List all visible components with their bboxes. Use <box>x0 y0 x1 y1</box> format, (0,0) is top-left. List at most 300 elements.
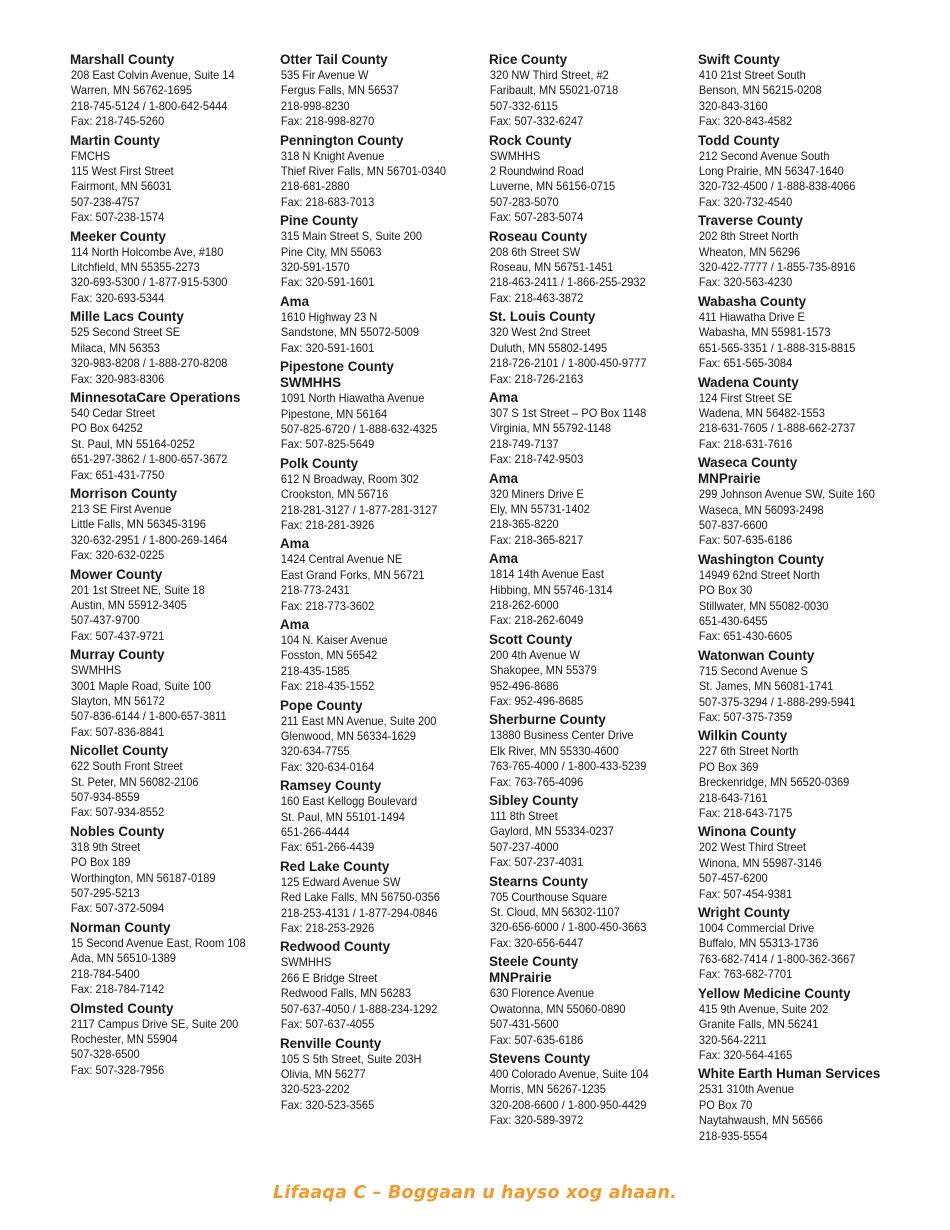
office-name: Redwood County <box>280 939 391 955</box>
office-detail-line: 299 Johnson Avenue SW, Suite 160 <box>698 487 875 502</box>
office-detail-line: 320-591-1570 <box>280 260 350 275</box>
office-detail-line: Fax: 763-682-7701 <box>698 967 793 982</box>
office-entry <box>70 743 275 821</box>
office-entry <box>489 874 694 952</box>
office-detail-line: 540 Cedar Street <box>70 405 155 420</box>
office-name: Wabasha County <box>698 293 807 309</box>
office-detail-line: Fax: 218-742-9503 <box>489 452 584 467</box>
office-name: Olmsted County <box>70 1000 174 1016</box>
office-detail-line: 507-295-5213 <box>70 886 140 901</box>
office-name: Stearns County <box>489 873 588 889</box>
office-detail-line: 218-463-2411 / 1-866-255-2932 <box>489 275 646 290</box>
office-detail-line: Fax: 320-732-4540 <box>698 194 793 209</box>
office-name: Pipestone County <box>280 359 394 375</box>
office-detail-line: 320-732-4500 / 1-888-838-4066 <box>698 179 856 194</box>
office-detail-line: Slayton, MN 56172 <box>70 694 165 708</box>
office-detail-line: 507-437-9700 <box>70 613 140 628</box>
office-detail-line: Fax: 320-843-4582 <box>698 114 793 129</box>
directory-column-1 <box>70 52 275 1081</box>
office-entry <box>489 954 694 1048</box>
office-detail-line: 218-726-2101 / 1-800-450-9777 <box>489 356 647 371</box>
office-detail-line: 1814 14th Avenue East <box>489 567 604 582</box>
office-detail-line: 2531 310th Avenue <box>698 1082 794 1097</box>
office-detail-line: Little Falls, MN 56345-3196 <box>70 517 206 532</box>
office-detail-line: 507-332-6115 <box>489 98 558 113</box>
office-entry <box>698 905 903 983</box>
office-detail-line: Fax: 507-238-1574 <box>70 210 165 225</box>
office-entry <box>280 456 485 534</box>
office-detail-line: Fax: 507-283-5074 <box>489 210 584 225</box>
office-detail-line: 320-656-6000 / 1-800-450-3663 <box>489 920 647 935</box>
office-detail-line: Gaylord, MN 55334-0237 <box>489 824 614 839</box>
office-name: Rice County <box>489 52 568 67</box>
office-entry <box>280 939 485 1032</box>
office-detail-line: 715 Second Avenue S <box>698 663 808 678</box>
office-detail-line: Ely, MN 55731-1402 <box>489 501 590 516</box>
office-entry <box>70 309 275 387</box>
office-detail-line: Wabasha, MN 55981-1573 <box>698 325 831 340</box>
office-detail-line: Fax: 320-523-3565 <box>280 1097 375 1112</box>
office-entry <box>280 859 485 937</box>
office-detail-line: 705 Courthouse Square <box>489 889 608 904</box>
office-detail-line: Crookston, MN 56716 <box>280 487 389 502</box>
office-name: Nicollet County <box>70 743 169 759</box>
office-detail-line: Fax: 507-375-7359 <box>698 710 793 724</box>
office-detail-line: 13880 Business Center Drive <box>489 728 634 743</box>
office-detail-line: Redwood Falls, MN 56283 <box>280 986 412 1001</box>
office-detail-line: Winona, MN 55987-3146 <box>698 855 822 870</box>
office-detail-line: Fax: 218-463-3872 <box>489 290 584 305</box>
office-detail-line: Owatonna, MN 55060-0890 <box>489 1001 626 1016</box>
office-detail-line: Fax: 651-565-3084 <box>698 356 793 371</box>
office-entry <box>489 793 694 871</box>
office-entry <box>698 133 903 211</box>
office-detail-line: 307 S 1st Street – PO Box 1148 <box>489 405 647 420</box>
office-detail-line: Fax: 218-998-8270 <box>280 114 375 129</box>
office-name: Roseau County <box>489 228 588 244</box>
office-detail-line: 160 East Kellogg Boulevard <box>280 794 418 809</box>
office-entry <box>698 728 903 821</box>
office-detail-line: 218-365-8220 <box>489 517 559 532</box>
office-entry <box>280 536 485 614</box>
office-name: Watonwan County <box>698 647 815 663</box>
office-detail-line: Fosston, MN 56542 <box>280 648 378 663</box>
office-detail-line: 320-983-8208 / 1-888-270-8208 <box>70 356 228 371</box>
office-detail-line: 507-637-4050 / 1-888-234-1292 <box>280 1001 438 1016</box>
office-detail-line: 507-238-4757 <box>70 194 140 209</box>
office-name: Swift County <box>698 52 780 67</box>
office-entry <box>280 359 485 453</box>
office-detail-line: Fairmont, MN 56031 <box>70 179 172 194</box>
office-name: Ama <box>280 616 310 632</box>
office-detail-line: Fax: 218-745-5260 <box>70 114 165 129</box>
office-detail-line: 218-998-8230 <box>280 98 350 113</box>
office-entry <box>489 632 694 710</box>
office-detail-line: Fergus Falls, MN 56537 <box>280 83 399 98</box>
office-detail-line: Milaca, MN 56353 <box>70 340 160 355</box>
office-detail-line: Virginia, MN 55792-1148 <box>489 421 612 436</box>
office-entry <box>70 824 275 917</box>
office-detail-line: 320-523-2202 <box>280 1082 350 1097</box>
office-detail-line: 218-681-2880 <box>280 179 350 194</box>
office-detail-line: 104 N. Kaiser Avenue <box>280 632 388 647</box>
office-entry <box>489 229 694 307</box>
office-entry <box>489 52 694 130</box>
office-detail-line: Fax: 218-726-2163 <box>489 371 584 386</box>
office-entry <box>489 309 694 387</box>
office-detail-line: Wadena, MN 56482-1553 <box>698 405 825 420</box>
office-entry <box>70 133 275 226</box>
office-subname: MNPrairie <box>489 970 552 986</box>
office-name: Mower County <box>70 566 163 582</box>
office-detail-line: 320-843-3160 <box>698 98 768 113</box>
office-detail-line: 763-682-7414 / 1-800-362-3667 <box>698 951 856 966</box>
office-detail-line: 218-435-1585 <box>280 663 350 678</box>
office-detail-line: Thief River Falls, MN 56701-0340 <box>280 164 446 179</box>
office-detail-line: 2 Roundwind Road <box>489 164 584 179</box>
office-name: Renville County <box>280 1035 382 1051</box>
office-detail-line: Fax: 218-253-2926 <box>280 921 375 936</box>
office-detail-line: Sandstone, MN 55072-5009 <box>280 325 420 340</box>
office-entry <box>70 486 275 564</box>
office-detail-line: 1091 North Hiawatha Avenue <box>280 391 425 406</box>
office-entry <box>70 567 275 645</box>
office-detail-line: 208 6th Street SW <box>489 244 581 259</box>
office-entry <box>280 133 485 211</box>
office-name: MinnesotaCare Operations <box>70 389 241 405</box>
office-entry <box>698 648 903 726</box>
office-detail-line: SWMHHS <box>489 148 541 163</box>
office-detail-line: Fax: 507-825-5649 <box>280 437 375 452</box>
office-detail-line: 507-934-8559 <box>70 790 140 805</box>
office-detail-line: St. Peter, MN 56082-2106 <box>70 774 199 789</box>
directory-column-3 <box>489 52 694 1132</box>
office-entry <box>70 1001 275 1079</box>
office-detail-line: 507-431-5600 <box>489 1017 559 1032</box>
office-detail-line: Pipestone, MN 56164 <box>280 406 388 421</box>
office-detail-line: Fax: 218-365-8217 <box>489 532 584 547</box>
office-name: Murray County <box>70 647 165 663</box>
office-detail-line: Shakopee, MN 55379 <box>489 663 597 678</box>
office-detail-line: 201 1st Street NE, Suite 18 <box>70 582 205 597</box>
office-detail-line: 630 Florence Avenue <box>489 986 595 1001</box>
office-detail-line: 507-328-6500 <box>70 1047 140 1062</box>
office-name: Nobles County <box>70 823 165 839</box>
office-name: Ama <box>280 293 310 309</box>
office-detail-line: 1610 Highway 23 N <box>280 309 378 324</box>
office-entry <box>698 375 903 453</box>
office-detail-line: East Grand Forks, MN 56721 <box>280 567 425 582</box>
directory-column-2 <box>280 52 485 1116</box>
office-detail-line: 400 Colorado Avenue, Suite 104 <box>489 1066 649 1081</box>
office-detail-line: PO Box 64252 <box>70 421 143 436</box>
office-entry <box>280 778 485 856</box>
office-name: Martin County <box>70 132 161 148</box>
office-detail-line: 507-457-6200 <box>698 871 768 886</box>
office-detail-line: 320-564-2211 <box>698 1032 767 1047</box>
office-detail-line: Austin, MN 55912-3405 <box>70 597 187 612</box>
office-detail-line: 415 9th Avenue, Suite 202 <box>698 1001 829 1016</box>
office-entry <box>698 52 903 130</box>
office-name: Pine County <box>280 213 359 229</box>
office-detail-line: 651-297-3862 / 1-800-657-3672 <box>70 452 228 467</box>
office-entry <box>489 471 694 549</box>
office-name: Morrison County <box>70 485 178 501</box>
office-name: Stevens County <box>489 1050 591 1066</box>
office-name: Winona County <box>698 824 797 840</box>
office-detail-line: 15 Second Avenue East, Room 108 <box>70 935 246 950</box>
office-detail-line: FMCHS <box>70 148 111 163</box>
office-detail-line: Long Prairie, MN 56347-1640 <box>698 164 844 179</box>
office-detail-line: 218-281-3127 / 1-877-281-3127 <box>280 502 438 517</box>
office-detail-line: Fax: 507-332-6247 <box>489 114 584 129</box>
office-entry <box>489 133 694 226</box>
office-detail-line: 320-693-5300 / 1-877-915-5300 <box>70 275 228 290</box>
office-entry <box>70 52 275 130</box>
office-detail-line: Fax: 507-437-9721 <box>70 628 165 643</box>
office-entry <box>698 824 903 902</box>
office-detail-line: Fax: 320-591-1601 <box>280 275 375 290</box>
office-detail-line: 213 SE First Avenue <box>70 501 172 516</box>
office-detail-line: 507-825-6720 / 1-888-632-4325 <box>280 421 438 436</box>
office-detail-line: Fax: 320-656-6447 <box>489 935 584 950</box>
office-detail-line: 320 West 2nd Street <box>489 325 591 340</box>
office-detail-line: Fax: 218-435-1552 <box>280 679 375 694</box>
office-name: St. Louis County <box>489 309 596 325</box>
office-entry <box>698 455 903 549</box>
office-detail-line: 211 East MN Avenue, Suite 200 <box>280 713 437 728</box>
office-detail-line: Fax: 507-328-7956 <box>70 1062 165 1077</box>
office-detail-line: 218-643-7161 <box>698 790 768 805</box>
office-detail-line: Red Lake Falls, MN 56750-0356 <box>280 890 440 905</box>
office-detail-line: Fax: 507-635-6186 <box>698 533 793 548</box>
office-detail-line: 218-262-6000 <box>489 597 559 612</box>
office-detail-line: 952-496-8686 <box>489 678 559 693</box>
office-detail-line: Duluth, MN 55802-1495 <box>489 340 608 355</box>
office-detail-line: 218-745-5124 / 1-800-642-5444 <box>70 98 228 113</box>
office-detail-line: 218-935-5554 <box>698 1128 768 1143</box>
office-detail-line: Fax: 218-262-6049 <box>489 613 584 628</box>
office-name: Pennington County <box>280 132 404 148</box>
office-subname: MNPrairie <box>698 471 761 487</box>
office-name: Scott County <box>489 631 573 647</box>
office-detail-line: 212 Second Avenue South <box>698 148 830 163</box>
office-detail-line: 202 West Third Street <box>698 840 806 855</box>
office-detail-line: Fax: 320-563-4230 <box>698 275 793 290</box>
office-detail-line: 218-784-5400 <box>70 966 140 981</box>
office-entry <box>280 698 485 776</box>
office-detail-line: Glenwood, MN 56334-1629 <box>280 729 416 743</box>
office-entry <box>70 920 275 998</box>
office-detail-line: St. James, MN 56081-1741 <box>698 679 834 694</box>
office-detail-line: Fax: 320-983-8306 <box>70 371 165 386</box>
office-detail-line: Morris, MN 56267-1235 <box>489 1082 606 1097</box>
office-detail-line: Litchfield, MN 55355-2273 <box>70 260 200 275</box>
office-entry <box>280 617 485 695</box>
office-detail-line: 507-237-4000 <box>489 839 559 854</box>
office-detail-line: Warren, MN 56762-1695 <box>70 83 193 98</box>
office-detail-line: 114 North Holcombe Ave, #180 <box>70 244 224 259</box>
office-detail-line: 218-749-7137 <box>489 436 559 451</box>
office-name: Sherburne County <box>489 712 606 728</box>
office-detail-line: Fax: 651-431-7750 <box>70 467 165 482</box>
office-detail-line: 315 Main Street S, Suite 200 <box>280 229 423 244</box>
office-detail-line: PO Box 369 <box>698 759 759 774</box>
office-entry <box>698 294 903 372</box>
office-entry <box>698 1066 903 1144</box>
office-detail-line: Elk River, MN 55330-4600 <box>489 743 619 758</box>
office-detail-line: Wheaton, MN 56296 <box>698 244 801 259</box>
office-name: Wadena County <box>698 374 799 390</box>
office-detail-line: Roseau, MN 56751-1451 <box>489 260 614 275</box>
office-subname: SWMHHS <box>280 375 341 391</box>
office-name: Washington County <box>698 551 824 567</box>
office-detail-line: Fax: 952-496-8685 <box>489 694 584 708</box>
office-entry <box>280 294 485 356</box>
office-detail-line: 651-430-6455 <box>698 613 768 628</box>
office-detail-line: 651-565-3351 / 1-888-315-8815 <box>698 340 856 355</box>
office-detail-line: 3001 Maple Road, Suite 100 <box>70 678 211 693</box>
office-entry <box>698 213 903 291</box>
office-detail-line: Naytahwaush, MN 56566 <box>698 1113 823 1128</box>
office-detail-line: Fax: 218-784-7142 <box>70 982 165 997</box>
office-entry <box>280 52 485 130</box>
office-detail-line: 124 First Street SE <box>698 390 793 405</box>
office-detail-line: St. Cloud, MN 56302-1107 <box>489 905 620 920</box>
office-detail-line: 1004 Commercial Drive <box>698 921 815 936</box>
office-name: Traverse County <box>698 213 803 229</box>
office-detail-line: 410 21st Street South <box>698 68 806 82</box>
office-detail-line: Benson, MN 56215-0208 <box>698 83 822 98</box>
office-name: Ramsey County <box>280 778 382 794</box>
office-detail-line: St. Paul, MN 55101-1494 <box>280 809 405 824</box>
office-detail-line: Fax: 651-430-6605 <box>698 629 793 644</box>
office-detail-line: Fax: 320-591-1601 <box>280 340 375 355</box>
office-detail-line: 507-283-5070 <box>489 194 559 209</box>
office-detail-line: 320-634-7755 <box>280 744 350 759</box>
office-detail-line: Breckenridge, MN 56520-0369 <box>698 775 850 790</box>
office-detail-line: Worthington, MN 56187-0189 <box>70 870 216 885</box>
office-detail-line: PO Box 189 <box>70 855 131 870</box>
office-detail-line: 125 Edward Avenue SW <box>280 874 401 889</box>
office-detail-line: 115 West First Street <box>70 164 174 179</box>
office-detail-line: Fax: 320-564-4165 <box>698 1047 793 1062</box>
office-name: Rock County <box>489 132 572 148</box>
office-detail-line: 227 6th Street North <box>698 744 799 759</box>
office-detail-line: 200 4th Avenue W <box>489 647 580 662</box>
office-entry <box>489 551 694 629</box>
office-name: White Earth Human Services <box>698 1066 881 1082</box>
office-name: Wright County <box>698 905 790 921</box>
office-entry <box>489 1051 694 1129</box>
office-entry <box>489 390 694 468</box>
office-entry <box>70 647 275 740</box>
office-detail-line: Fax: 320-634-0164 <box>280 759 375 774</box>
office-detail-line: Fax: 507-836-8841 <box>70 724 165 739</box>
office-detail-line: 320 NW Third Street, #2 <box>489 68 609 82</box>
office-name: Ama <box>280 536 310 552</box>
office-detail-line: 318 N Knight Avenue <box>280 148 385 163</box>
office-detail-line: Fax: 651-266-4439 <box>280 840 375 855</box>
office-detail-line: 218-773-2431 <box>280 583 350 598</box>
office-detail-line: Buffalo, MN 55313-1736 <box>698 936 819 951</box>
office-detail-line: 535 Fir Avenue W <box>280 68 369 82</box>
office-detail-line: 105 S 5th Street, Suite 203H <box>280 1051 422 1066</box>
office-entry <box>280 213 485 291</box>
office-detail-line: Luverne, MN 56156-0715 <box>489 179 616 194</box>
office-detail-line: 525 Second Street SE <box>70 325 181 340</box>
office-detail-line: 318 9th Street <box>70 839 141 854</box>
office-detail-line: 320-422-7777 / 1-855-735-8916 <box>698 260 856 275</box>
office-name: Steele County <box>489 954 579 970</box>
office-detail-line: 320 Miners Drive E <box>489 486 584 501</box>
office-detail-line: Fax: 507-454-9381 <box>698 886 793 901</box>
office-name: Meeker County <box>70 228 166 244</box>
office-name: Yellow Medicine County <box>698 985 851 1001</box>
office-detail-line: Ada, MN 56510-1389 <box>70 951 176 966</box>
office-detail-line: Waseca, MN 56093-2498 <box>698 502 824 517</box>
office-detail-line: Stillwater, MN 55082-0030 <box>698 598 829 613</box>
office-name: Red Lake County <box>280 858 390 874</box>
office-detail-line: Fax: 320-632-0225 <box>70 548 165 563</box>
office-detail-line: 411 Hiawatha Drive E <box>698 309 805 324</box>
office-detail-line: 507-837-6600 <box>698 517 768 532</box>
page-footer: Lifaaqa C – Boggaan u hayso xog ahaan. <box>273 1183 677 1203</box>
office-name: Mille Lacs County <box>70 309 184 325</box>
office-detail-line: 1424 Central Avenue NE <box>280 552 403 567</box>
office-entry <box>698 552 903 645</box>
office-entry <box>70 229 275 307</box>
office-name: Waseca County <box>698 455 798 471</box>
office-detail-line: 14949 62nd Street North <box>698 567 820 582</box>
office-entry <box>489 712 694 790</box>
office-detail-line: Fax: 218-773-3602 <box>280 598 375 613</box>
office-detail-line: Fax: 218-631-7616 <box>698 436 793 451</box>
office-detail-line: 320-632-2951 / 1-800-269-1464 <box>70 532 228 547</box>
office-detail-line: Fax: 507-934-8552 <box>70 805 165 820</box>
office-detail-line: PO Box 30 <box>698 583 753 598</box>
office-detail-line: Olivia, MN 56277 <box>280 1066 366 1081</box>
office-entry <box>70 390 275 483</box>
office-name: Polk County <box>280 455 359 471</box>
directory-column-4 <box>698 52 903 1147</box>
office-detail-line: Fax: 218-281-3926 <box>280 517 375 532</box>
office-detail-line: PO Box 70 <box>698 1097 753 1112</box>
office-detail-line: 208 East Colvin Avenue, Suite 14 <box>70 68 235 82</box>
office-detail-line: Rochester, MN 55904 <box>70 1031 178 1046</box>
office-name: Pope County <box>280 697 363 713</box>
office-name: Marshall County <box>70 52 175 67</box>
office-detail-line: 651-266-4444 <box>280 825 350 840</box>
office-detail-line: Fax: 507-237-4031 <box>489 855 584 870</box>
office-detail-line: 507-375-3294 / 1-888-299-5941 <box>698 694 856 709</box>
office-detail-line: 218-631-7605 / 1-888-662-2737 <box>698 421 856 436</box>
office-detail-line: Fax: 320-589-3972 <box>489 1113 584 1128</box>
office-name: Norman County <box>70 919 171 935</box>
office-detail-line: Pine City, MN 55063 <box>280 244 382 259</box>
office-detail-line: St. Paul, MN 55164-0252 <box>70 436 195 451</box>
office-name: Otter Tail County <box>280 52 388 67</box>
office-detail-line: 612 N Broadway, Room 302 <box>280 471 419 486</box>
office-detail-line: 111 8th Street <box>489 809 558 824</box>
office-name: Ama <box>489 551 519 567</box>
office-detail-line: Fax: 218-683-7013 <box>280 194 375 209</box>
office-detail-line: Fax: 507-637-4055 <box>280 1017 375 1032</box>
office-name: Sibley County <box>489 793 579 809</box>
office-name: Wilkin County <box>698 728 788 744</box>
office-detail-line: 266 E Bridge Street <box>280 970 378 985</box>
office-name: Todd County <box>698 132 780 148</box>
